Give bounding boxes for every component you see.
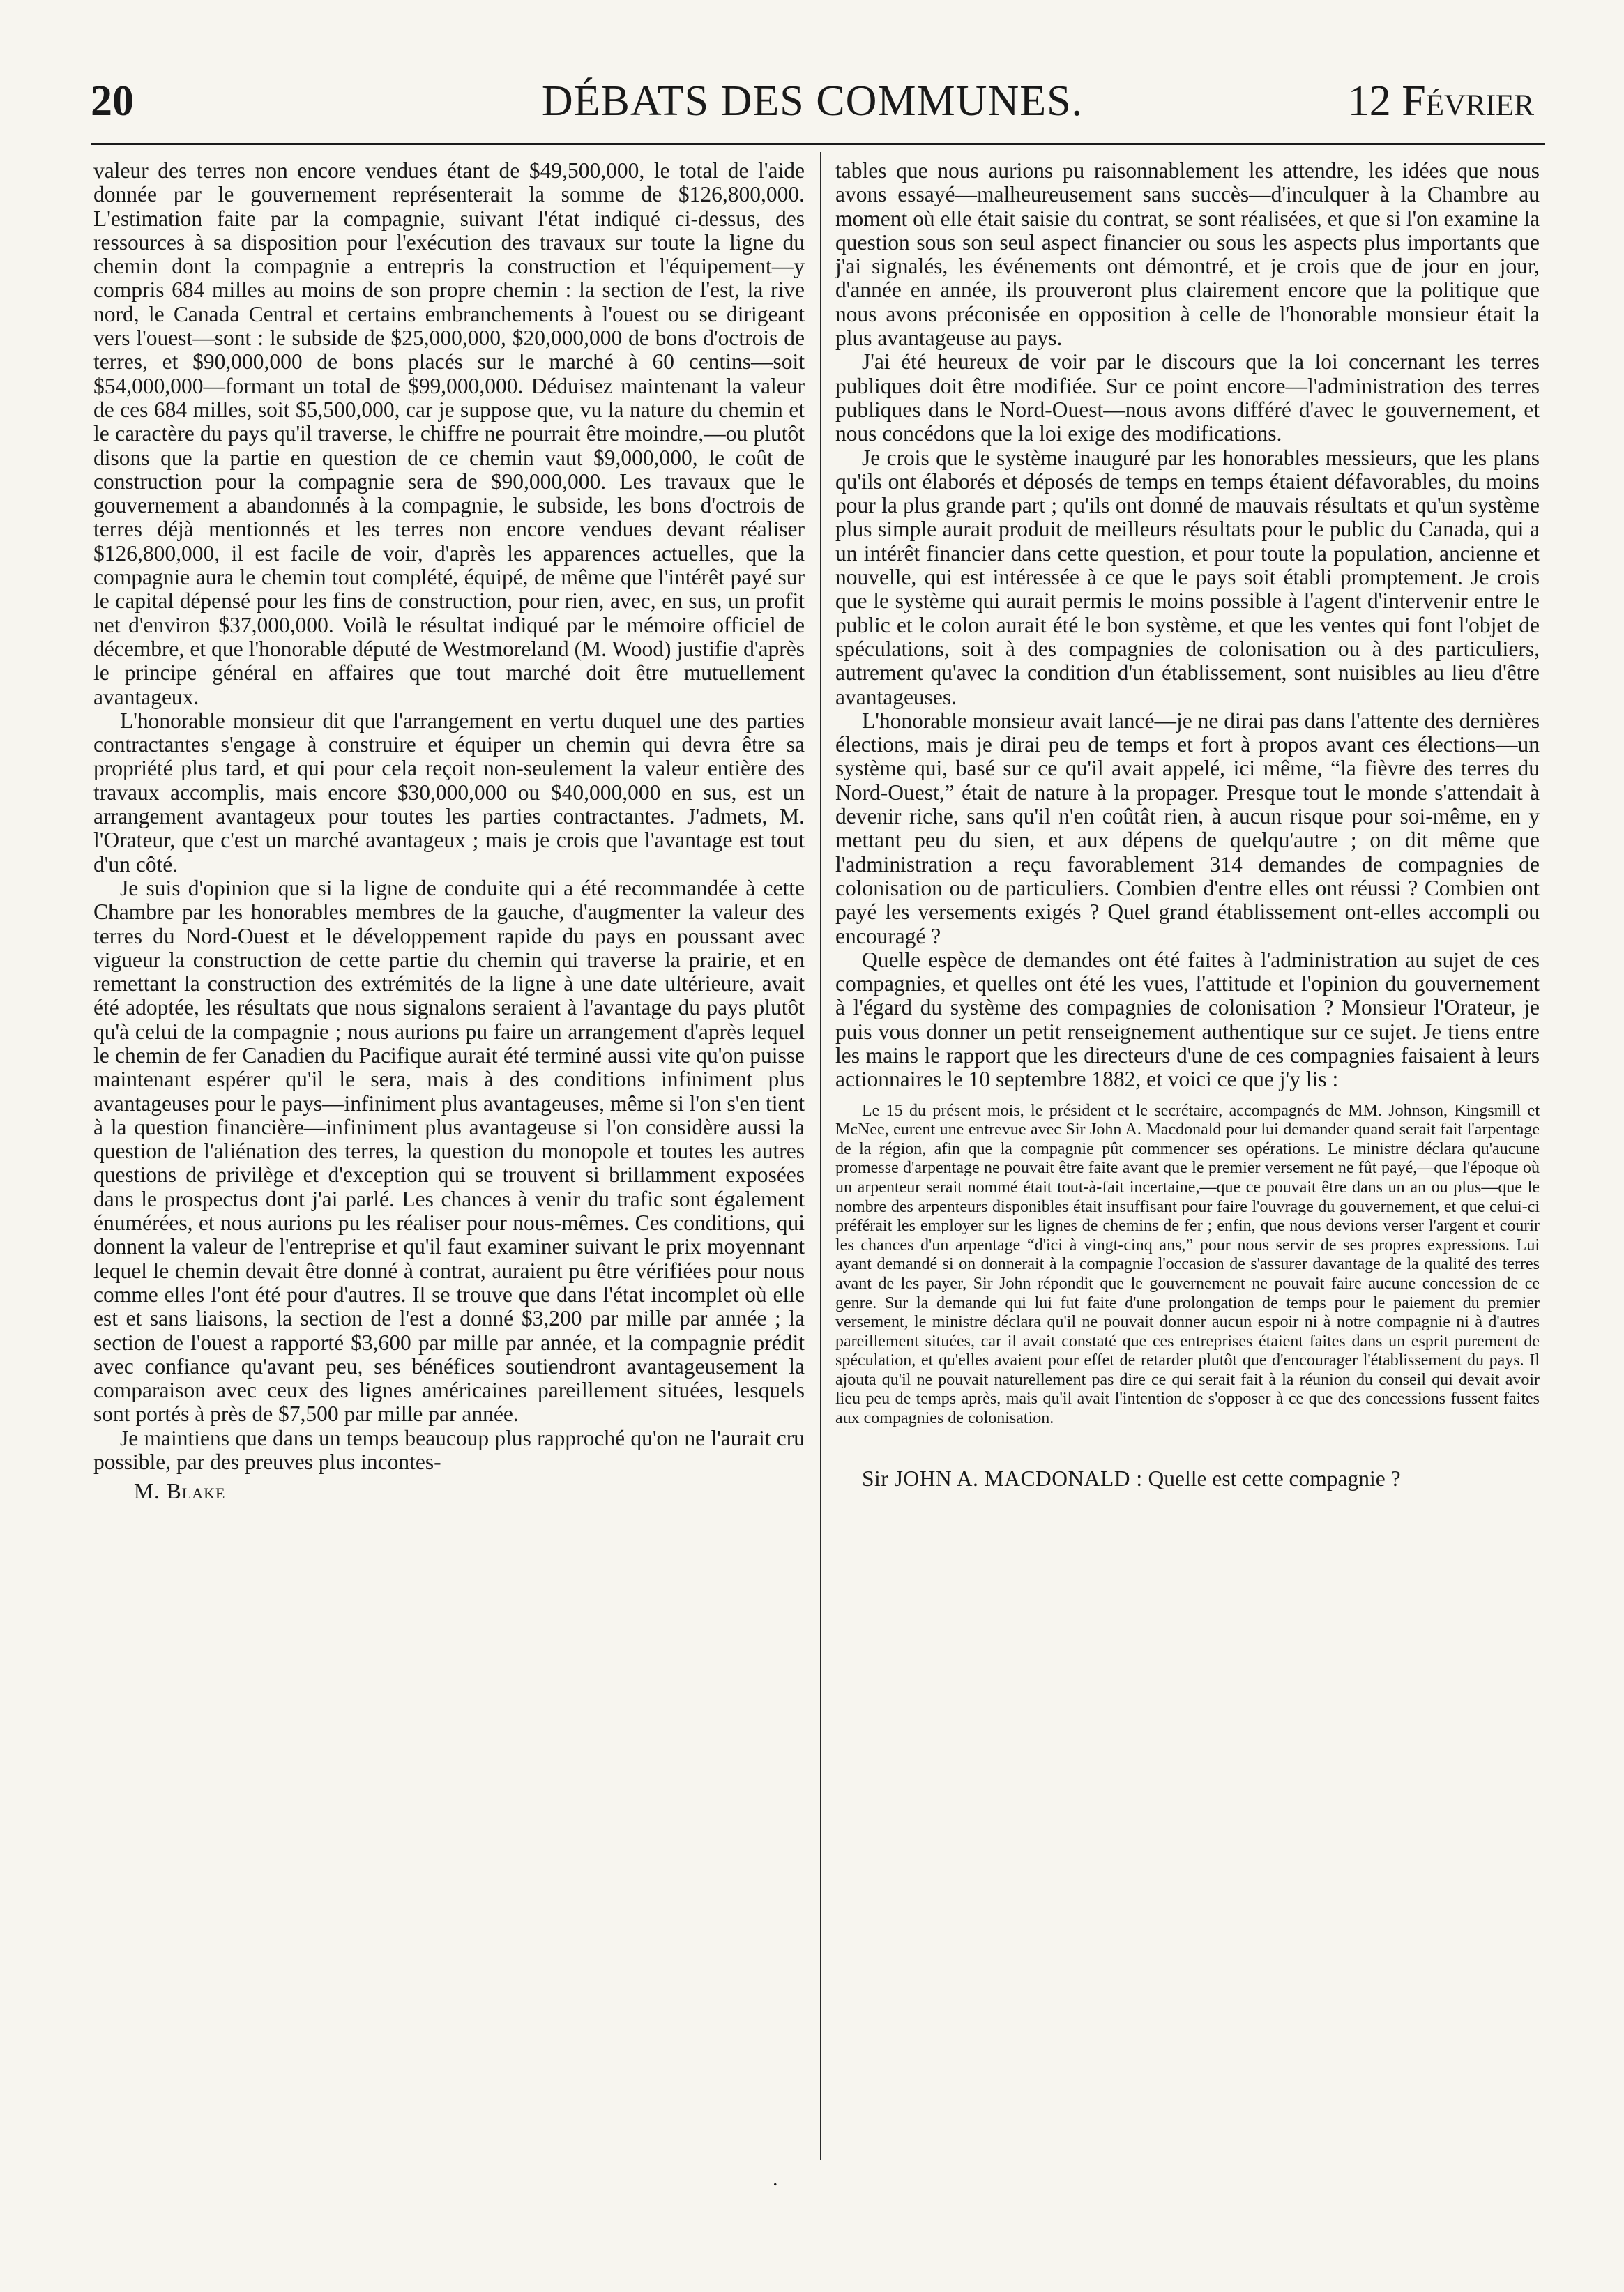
paragraph: L'honorable monsieur avait lancé—je ne dirai pas dans l'attente des dernières élections, mais je dirai peu de temps et fort à propos avant ces élections—un système qui, basé sur ce qu'il avait appelé, ici même, “la fièvre des terres du Nord-Ouest,” était de nature à la propager. Presque tout le monde s'attendait à devenir riche, sans qu'il n'en coûtât rien, à aucun risque pour soi-même, en y mettant peu du sien, et aux dépens de quelqu'autre ; on dit même que l'administration a reçu favorablement 314 demandes de compagnies de colonisation ou de particuliers. Combien d'entre elles ont réussi ? Combien ont payé les versements exigés ? Quel grand établissement ont-elles accompli ou encouragé ? [835,708,1540,948]
paragraph: J'ai été heureux de voir par le discours que la loi concernant les terres publiques doit être modifiée. Sur ce point encore—l'administration des terres publiques dans le Nord-Ouest—nous avons différé d'avec le gouvernement, et nous concédons que la loi exige des modifications. [835,349,1540,446]
paragraph: Je crois que le système inauguré par les honorables messieurs, que les plans qu'ils ont élaborés et déposés de temps en temps étaient défavorables, du moins pour la plus grande part ; qu'ils ont donné de mauvais résultats et qu'un système plus simple aurait produit de meilleurs résultats pour le public du Canada, qui a un intérêt financier dans cette question, et pour toute la population, ancienne et nouvelle, qui est intéressée à ce que le pays soit établi promptement. Je crois que le système qui aurait permis le moins possible à l'agent d'intervenir entre le public et le colon aurait été le bon système, et que les ventes qui font l'objet de spéculations, soit à des compagnies de colonisation ou à des particuliers, autrement qu'avec la condition d'un établissement, sont nuisibles au lieu d'être avantageuses. [835,445,1540,709]
header-rule [91,143,1545,145]
page-date: 12 Février [1347,77,1534,125]
right-column [835,159,1540,1491]
speaker-paragraph [835,1467,1540,1491]
paragraph: Je suis d'opinion que si la ligne de conduite qui a été recommandée à cette Chambre par les honorables membres de la gauche, d'augmenter la valeur des terres du Nord-Ouest et le développement rapide du pays en poussant avec vigueur la construction de cette partie du chemin qui traverse la prairie, et en remettant la construction des extrémités de la ligne à une date ultérieure, avait été adoptée, les résultats que nous signalons seraient à l'avantage du pays plutôt qu'à celui de la compagnie ; nous aurions pu faire un arrangement d'après lequel le chemin de fer Canadien du Pacifique aurait été terminé aussi vite qu'on puisse maintenant espérer qu'il le sera, mais à des conditions infiniment plus avantageuses pour le pays—infiniment plus avantageuses, même si l'on s'en tient à la question financière—infiniment plus avantageuse si l'on considère aussi la question de l'aliénation des terres, la question du monopole et toutes les autres questions de privilège et d'exception qui se trouvent si brillamment exposées dans le prospectus dont j'ai parlé. Les chances à venir du trafic sont également énumérées, et nous aurions pu les réaliser pour nous-mêmes. Ces conditions, qui donnent la valeur de l'entreprise et qu'il faut examiner suivant le prix moyennant lequel le chemin devait être donné à contrat, auraient pu être vérifiées pour nous comme elles l'ont été pour d'autres. Il se trouve que dans l'état incomplet où elle est et sans liaisons, la section de l'est a donné $3,200 par mille par année ; la section de l'ouest a rapporté $3,600 par mille par année, et la compagnie prédit avec confiance qu'avant peu, ses bénéfices soutiendront avantageusement la comparaison avec ceux des lignes américaines pareillement situées, lesquels sont portés à près de $7,500 par mille par année. [93,875,805,1427]
publication-title: DÉBATS DES COMMUNES. [541,77,1084,125]
paragraph: Quelle espèce de demandes ont été faites à l'administration au sujet de ces compagnies, et quelles ont été les vues, l'attitude et l'opinion du gouvernement à l'égard du système des compagnies de colonisation ? Monsieur l'Orateur, je puis vous donner un petit renseignement authentique sur ce sujet. Je tiens entre les mains le rapport que les directeurs d'une de ces compagnies faisaient à leurs actionnaires le 10 septembre 1882, et voici ce que j'y lis : [835,947,1540,1092]
speaker-text: Quelle est cette compagnie ? [1148,1466,1401,1491]
left-column [93,159,805,1504]
page-header [84,70,1541,132]
speaker-name: Sir JOHN A. MACDONALD : [862,1466,1143,1491]
speaker-signature: M. Blake [134,1479,226,1504]
quote-text: Le 15 du présent mois, le président et le secrétaire, accompagnés de MM. Johnson, Kingsmill et McNee, eurent une entrevue avec Sir John A. Macdonald pour lui demander quand serait fait l'arpentage de la région, afin que la compagnie pût commencer ses opérations. Le ministre déclara qu'aucune promesse d'arpentage ne pouvait être faite avant que le premier versement ne fût payé,—que l'époque où un arpenteur serait nommé était tout-à-fait incertaine,—que ce pouvait être dans un an ou plus—que le nombre des arpenteurs disponibles était insuffisant pour faire l'ouvrage du gouvernement, et que celui-ci préférait les employer sur les lignes de chemins de fer ; enfin, que nous devions verser l'argent et courir les chances d'un arpentage “d'ici à vingt-cinq ans,” pour nous servir de ses propres expressions. Lui ayant demandé si on donnerait à la compagnie l'occasion de s'assurer davantage de la qualité des terres avant de les payer, Sir John répondit que le gouvernement ne pouvait faire aucune concession de ce genre. Sur la demande qui lui fut faite d'une prolongation de temps pour le paiement du premier versement, le ministre déclara qu'il ne pouvait donner aucun espoir ni à notre compagnie ni à d'autres pareillement situées, car il avait constaté que ces entreprises étaient faites dans un esprit purement de spéculation, et qu'elles avaient pour effet de retarder plutôt que d'encourager l'établissement du pays. Il ajouta qu'il ne pouvait naturellement pas dire ce qui serait fait à la réunion du conseil qui devait avoir lieu peu de temps après, mais qu'il avait l'intention de s'opposer à ce que des concessions fussent faites aux compagnies de colonisation. [835,1101,1540,1428]
footer-mark: . [773,2167,778,2190]
paragraph: Je maintiens que dans un temps beaucoup plus rapproché qu'on ne l'aurait cru possible, par des preuves plus incontes- [93,1425,805,1475]
paragraph: tables que nous aurions pu raisonnablement les attendre, les idées que nous avons essayé—malheureusement sans succès—d'inculquer à la Chambre au moment où elle était saisie du contrat, se sont réalisées, et que si l'on examine la question sous son seul aspect financier ou sous les aspects plus importants que j'ai signalés, les événements ont démontré, et je crois que de jour en jour, d'année en année, ils prouveront plus clairement encore que la politique que nous avons préconisée en opposition à celle de l'honorable monsieur était la plus avantageuse au pays. [835,158,1540,351]
column-divider [820,152,821,2160]
page-number: 20 [91,77,134,125]
quoted-report [835,1102,1540,1429]
paragraph: valeur des terres non encore vendues étant de $49,500,000, le total de l'aide donnée par le gouvernement représenterait la somme de $126,800,000. L'estimation faite par la compagnie, suivant l'état indiqué ci-dessus, des ressources à sa disposition pour l'exécution des travaux sur toute la ligne du chemin dont la compagnie a entrepris la construction et l'équipement—y compris 684 milles au moins de son propre chemin : la section de l'est, la rive nord, le Canada Central et certains embranchements à l'ouest ou se dirigeant vers l'ouest—sont : le subside de $25,000,000, $20,000,000 de bons d'octrois de terres, et $90,000,000 de bons placés sur le marché à 60 centins—soit $54,000,000—formant un total de $99,000,000. Déduisez maintenant la valeur de ces 684 milles, soit $5,500,000, car je suppose que, vu la nature du chemin et le caractère du pays qu'il traverse, le chiffre ne pourrait être moindre,—ou plutôt disons que la partie en question de ce chemin vaut $9,000,000, le coût de construction pour la compagnie sera de $90,000,000. Les travaux que le gouvernement a abandonnés à la compagnie, le subside, les bons d'octrois de terres déjà mentionnés et les terres non encore vendues devant réaliser $126,800,000, il est facile de voir, d'après les apparences actuelles, que la compagnie aura le chemin tout complété, équipé, de même que l'intérêt payé sur le capital dépensé pour les fins de construction, pour rien, avec, en sus, un profit net d'environ $37,000,000. Voilà le résultat indiqué par le mémoire officiel de décembre, et que l'honorable député de Westmoreland (M. Wood) justifie d'après le principe général en affaires que tout marché doit être mutuellement avantageux. [93,158,805,709]
paragraph: L'honorable monsieur dit que l'arrangement en vertu duquel une des parties contractantes s'engage à construire et équiper un chemin qui devra être sa propriété plus tard, et qui pour cela reçoit non-seulement la valeur entière des travaux accomplis, mais encore $30,000,000 ou $40,000,000 en sus, est un arrangement avantageux pour toutes les parties contractantes. J'admets, M. l'Orateur, que c'est un marché avantageux ; mais je crois que l'avantage est tout d'un côté. [93,708,805,876]
